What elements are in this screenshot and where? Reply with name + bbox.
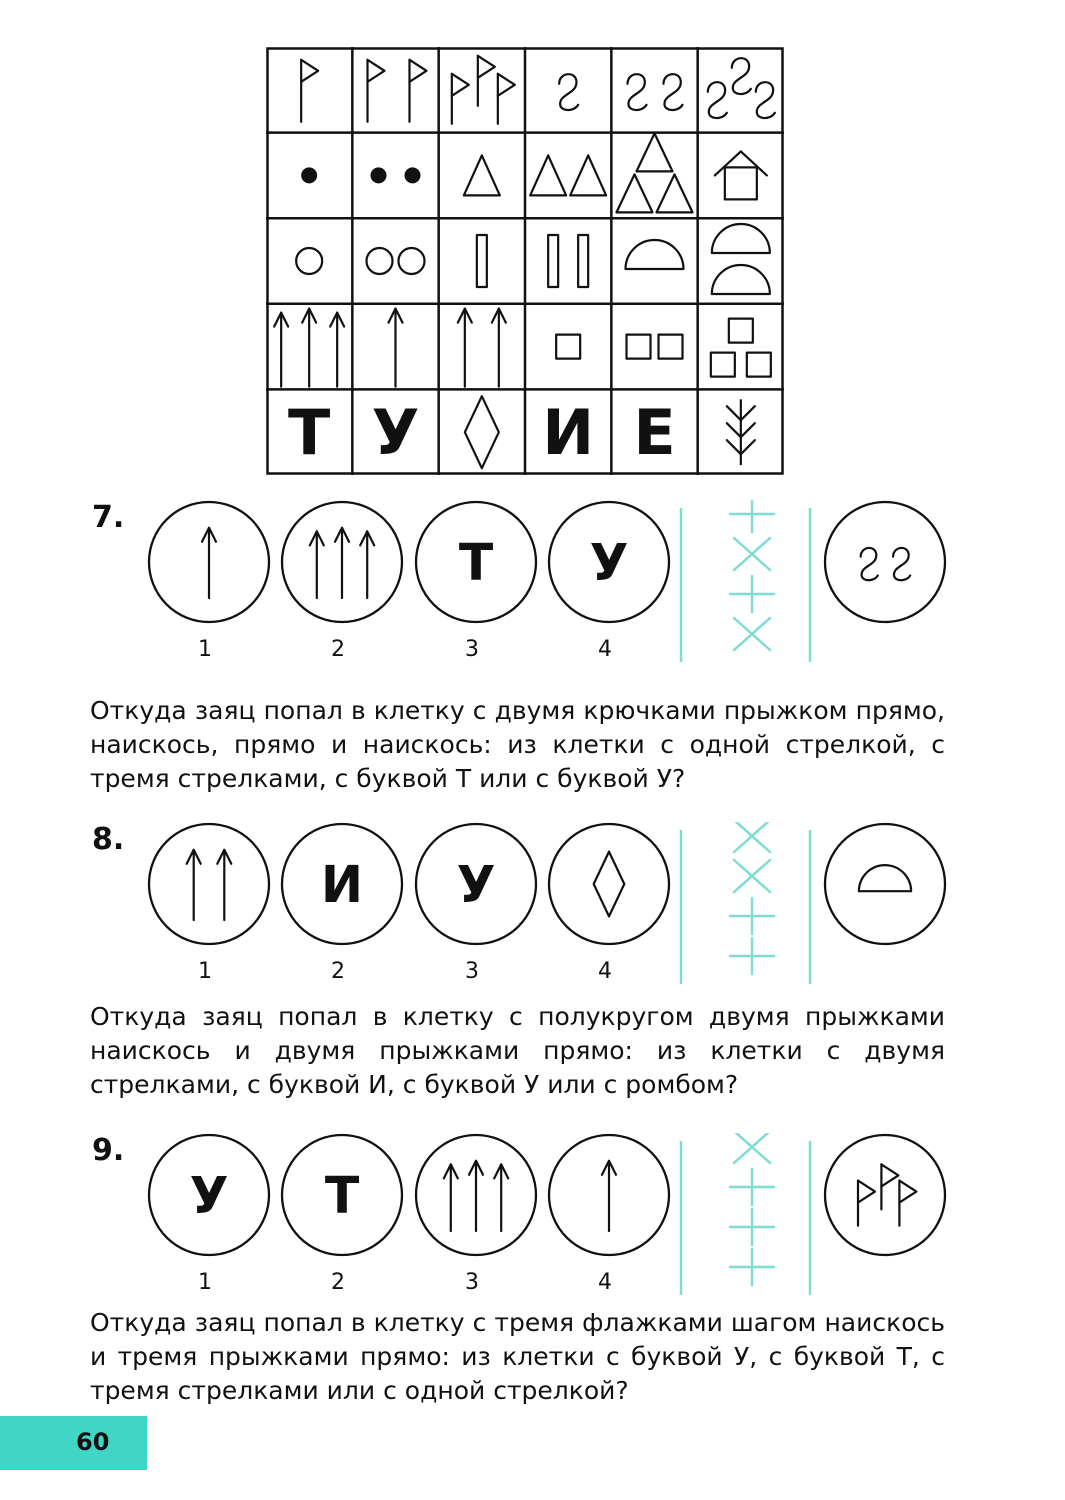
move-sequence: [730, 500, 774, 650]
option-label: 2: [331, 637, 345, 662]
target-cell: [825, 502, 945, 622]
move-diagonal: [734, 860, 770, 892]
grid-cell-flag-2: [368, 60, 427, 122]
grid-cell-triangle-1: [464, 155, 500, 195]
option-2[interactable]: [282, 502, 402, 662]
grid-cell-house: [715, 151, 767, 199]
option-1[interactable]: [149, 1135, 269, 1295]
grid-cell-square-3: [711, 319, 771, 377]
grid-cell-triangle-2: [530, 155, 606, 195]
grid-cell-dot-2: [371, 167, 421, 183]
svg-text:У: У: [371, 396, 420, 470]
svg-text:И: И: [542, 396, 595, 470]
grid-cell-dot-1: [301, 167, 317, 183]
grid-cell-circle-2: [367, 248, 425, 274]
grid-cell-arrow-2: [458, 309, 506, 387]
grid-cell-letter-И: [542, 396, 594, 469]
grid-cell-arrow-3: [274, 309, 344, 387]
option-label: 1: [198, 1270, 212, 1295]
option-4[interactable]: [549, 1135, 669, 1295]
grid-cell-triangle-3: [617, 133, 693, 212]
svg-text:У: У: [589, 533, 629, 592]
option-label: 1: [198, 637, 212, 662]
exercise-7: [0, 500, 1065, 670]
grid-cell-letter-У: [372, 396, 420, 469]
exercise-8-question: Откуда заяц попал в клетку с полукругом двумя прыжками наискось и двумя прыжками прямо: из клетки с двумя стрелками, с буквой И, с буквой У или с ромбом?: [90, 1002, 945, 1099]
grid-cell-letter-Е: [633, 396, 675, 469]
exercise-9-question: Откуда заяц попал в клетку с тремя флажками шагом наискось и тремя прыжками прямо: из клетки с буквой У, с буквой Т, с тремя стрелками или с одной стрелкой?: [90, 1308, 945, 1405]
move-straight: [730, 898, 774, 934]
grid-cell-square-1: [556, 335, 580, 359]
move-diagonal: [734, 538, 770, 570]
option-2[interactable]: [282, 1135, 402, 1295]
move-straight: [730, 500, 774, 532]
svg-text:Т: Т: [324, 1166, 360, 1225]
grid-cell-hook-3: [708, 58, 775, 118]
option-label: 3: [465, 637, 479, 662]
option-label: 3: [465, 959, 479, 984]
svg-text:Т: Т: [288, 396, 331, 470]
exercise-8-figures: [0, 822, 1065, 992]
grid-cell-arrow-1: [389, 309, 403, 387]
svg-text:У: У: [456, 855, 496, 914]
move-straight: [730, 1209, 774, 1245]
option-1[interactable]: [149, 502, 269, 662]
option-label: 3: [465, 1270, 479, 1295]
page-number: 60: [76, 1428, 110, 1456]
exercise-9-figures: [0, 1133, 1065, 1303]
option-2[interactable]: [282, 824, 402, 984]
grid-cell-semicircle-2: [712, 224, 770, 294]
grid-cell-hook-1: [559, 74, 578, 110]
move-diagonal: [734, 618, 770, 650]
grid-cell-flag-1: [301, 60, 318, 122]
option-label: 1: [198, 959, 212, 984]
grid-cell-hook-2: [628, 74, 683, 110]
option-3[interactable]: [416, 1135, 536, 1295]
grid-cell-branch: [727, 400, 755, 464]
svg-text:У: У: [189, 1166, 229, 1225]
option-3[interactable]: [416, 502, 536, 662]
exercise-7-figures: [0, 500, 1065, 670]
exercise-9: [0, 1133, 1065, 1303]
grid-cell-circle-1: [296, 248, 322, 274]
option-3[interactable]: [416, 824, 536, 984]
move-sequence: [730, 822, 774, 974]
option-label: 2: [331, 1270, 345, 1295]
svg-text:Т: Т: [458, 533, 494, 592]
target-cell: [825, 824, 945, 944]
move-straight: [730, 1249, 774, 1285]
option-4[interactable]: [549, 502, 669, 662]
option-label: 4: [598, 637, 612, 662]
option-label: 2: [331, 959, 345, 984]
option-4[interactable]: [549, 824, 669, 984]
symbol-grid: [266, 47, 784, 475]
option-1[interactable]: [149, 824, 269, 984]
grid-cell-square-2: [627, 335, 683, 359]
move-straight: [730, 576, 774, 612]
svg-text:И: И: [320, 855, 364, 914]
exercise-number: 7.: [92, 500, 125, 535]
move-straight: [730, 1169, 774, 1205]
move-sequence: [730, 1133, 774, 1285]
page-number-tab: [0, 1416, 147, 1470]
exercise-number: 9.: [92, 1133, 125, 1168]
move-diagonal: [734, 1133, 770, 1163]
exercise-number: 8.: [92, 822, 125, 857]
grid-cell-bar-1: [477, 235, 487, 287]
grid-cell-semicircle-1: [626, 240, 684, 269]
grid-cell-flag-3: [452, 56, 515, 124]
target-cell: [825, 1135, 945, 1255]
option-label: 4: [598, 959, 612, 984]
option-label: 4: [598, 1270, 612, 1295]
exercise-8: [0, 822, 1065, 992]
move-straight: [730, 938, 774, 974]
grid-cell-letter-Т: [288, 396, 330, 469]
move-diagonal: [734, 822, 770, 852]
grid-cell-diamond: [465, 396, 499, 468]
svg-text:Е: Е: [633, 396, 676, 470]
exercise-7-question: Откуда заяц попал в клетку с двумя крючками прыжком прямо, наискось, прямо и наискось: из клетки с одной стрелкой, с тремя стрелками, с буквой Т или с буквой У?: [90, 696, 945, 793]
grid-cell-bar-2: [548, 235, 588, 287]
